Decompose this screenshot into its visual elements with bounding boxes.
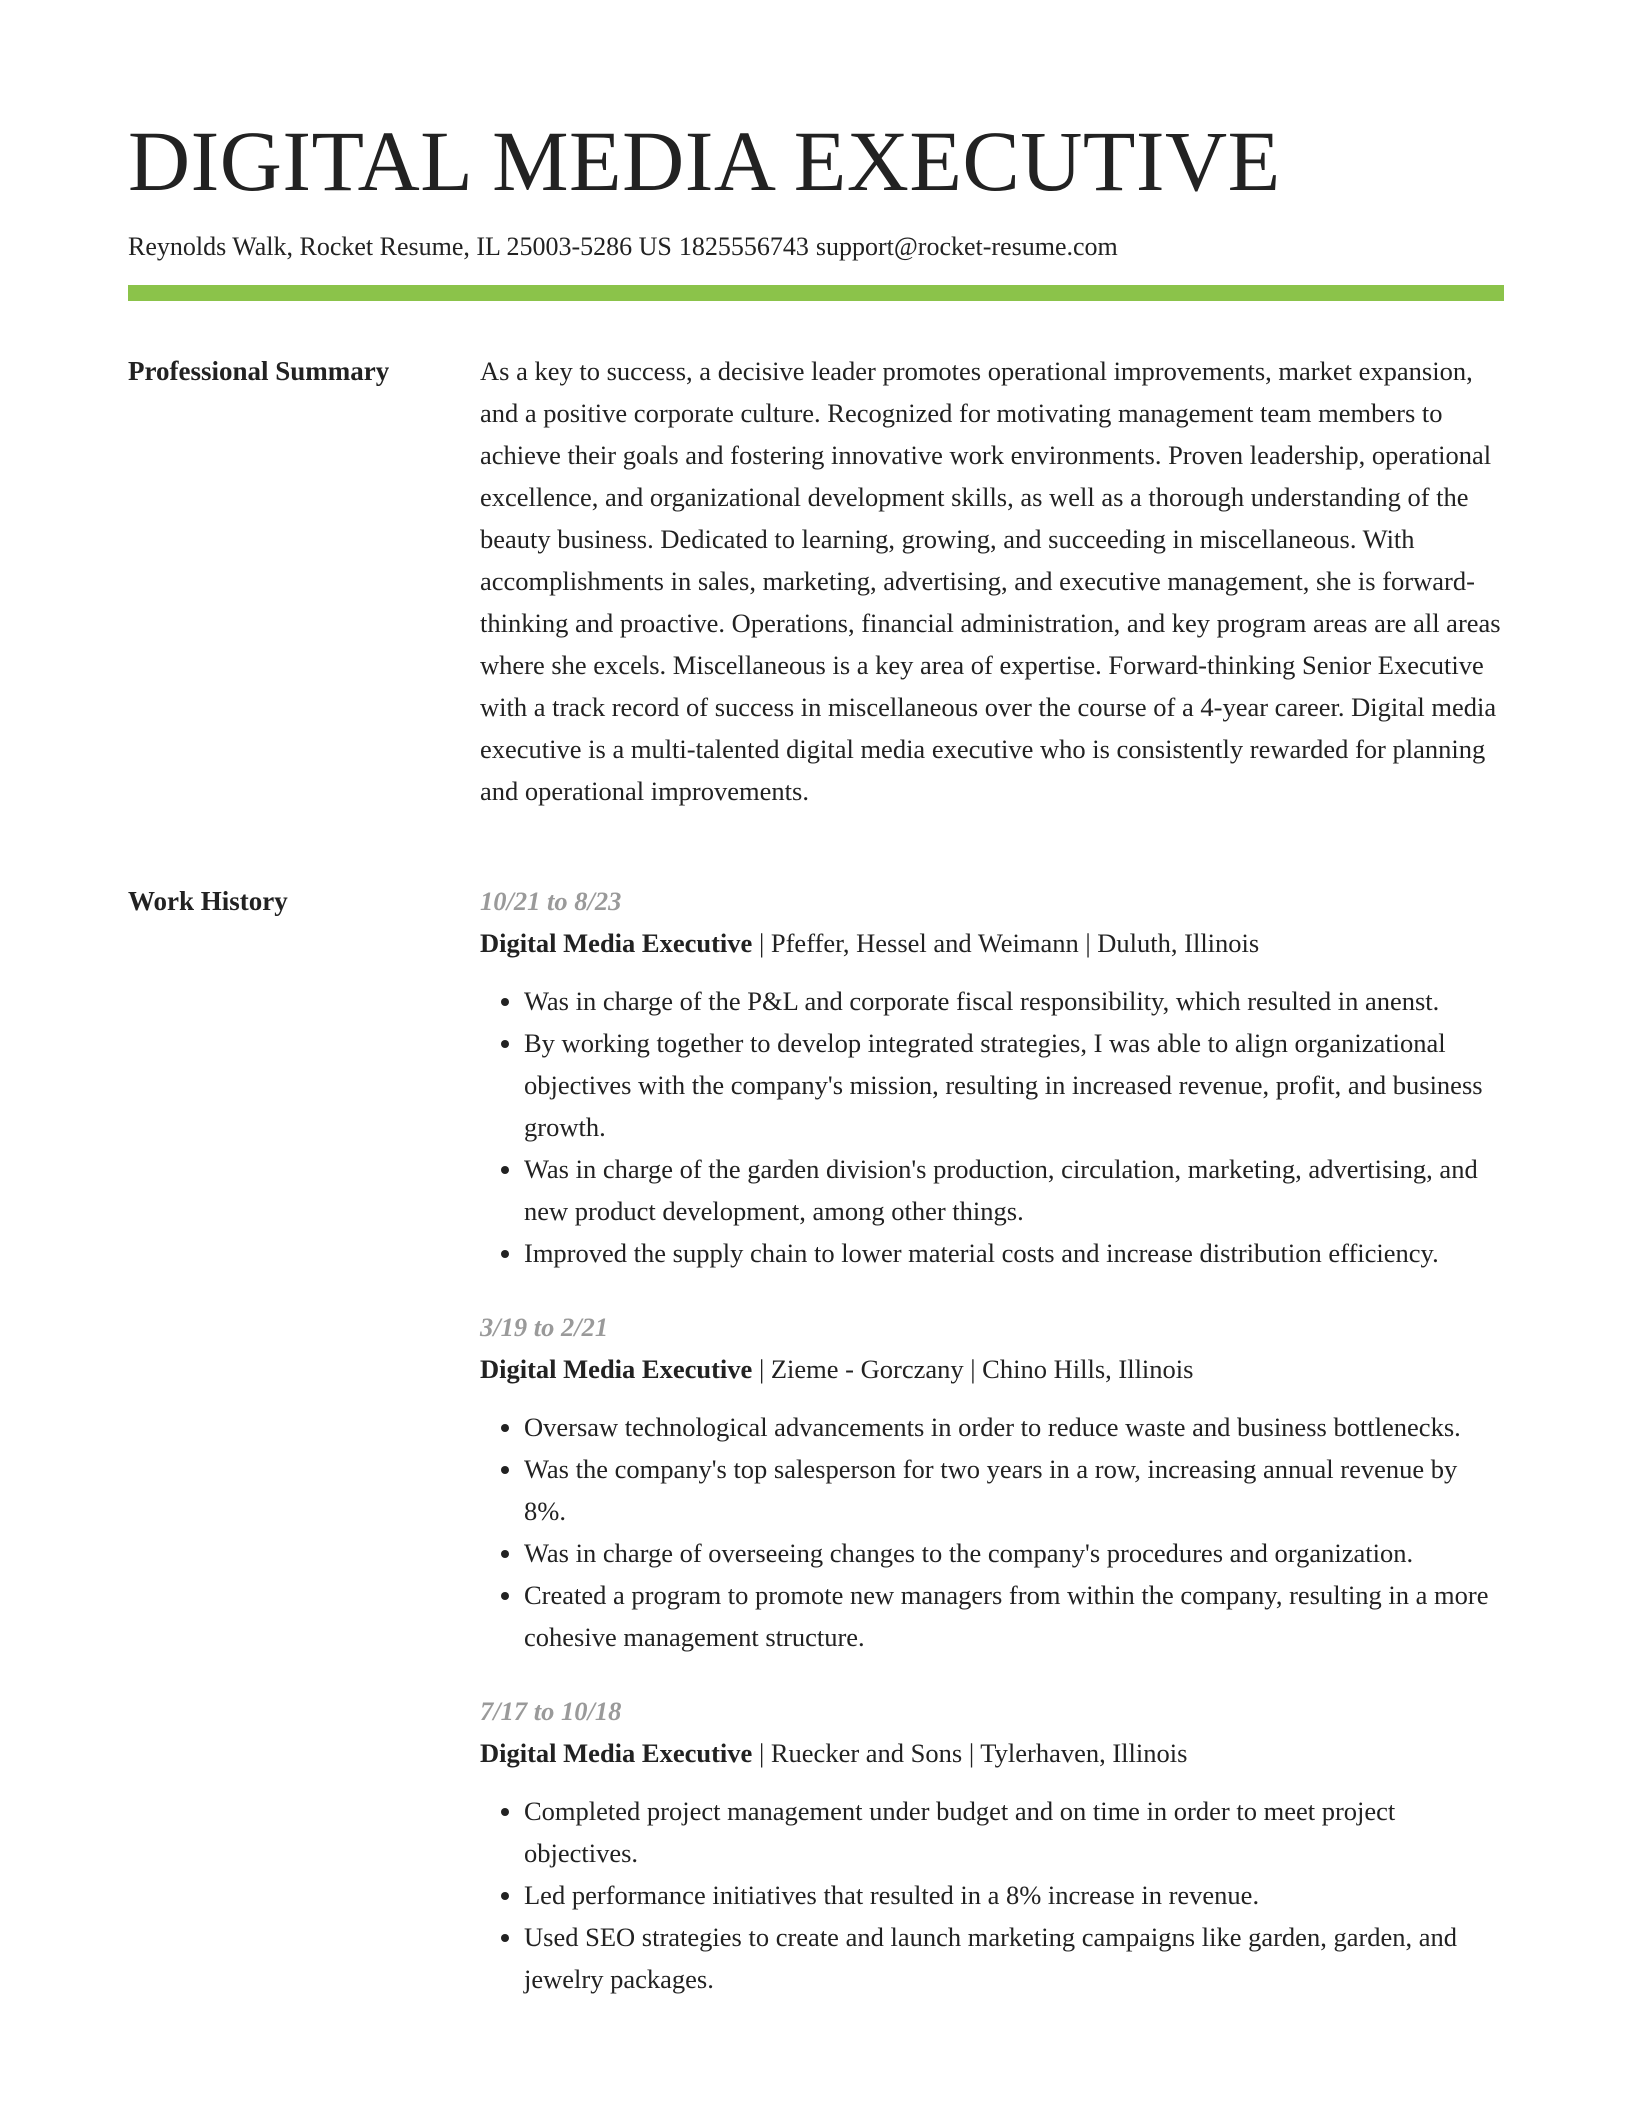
contact-line	[128, 230, 1118, 264]
job-bullet: • Used SEO strategies to create and launch marketing campaigns like garden, garden, and jewelry packages.	[524, 1916, 1504, 2000]
job-bullet: • Created a program to promote new managers from within the company, resulting in a more cohesive management structure.	[524, 1574, 1504, 1658]
job-details: | Pfeffer, Hessel and Weimann | Duluth, Illinois	[752, 928, 1260, 958]
job-bullet-list	[480, 980, 1504, 1274]
job-bullet: • Improved the supply chain to lower material costs and increase distribution efficiency.	[524, 1232, 1504, 1274]
summary-text: As a key to success, a decisive leader promotes operational improvements, market expansion, and a positive corporate culture. Recognized for motivating management team members to achieve their goals and fostering innovative work environments. Proven leadership, operational excellence, and organizational development skills, as well as a thorough understanding of the beauty business. Dedicated to learning, growing, and succeeding in miscellaneous. With accomplishments in sales, marketing, advertising, and executive management, she is forward-thinking and proactive. Operations, financial administration, and key program areas are all areas where she excels. Miscellaneous is a key area of expertise. Forward-thinking Senior Executive with a track record of success in miscellaneous over the course of a 4-year career. Digital media executive is a multi-talented digital media executive who is consistently rewarded for planning and operational improvements.	[480, 356, 1501, 806]
job-title: Digital Media Executive	[480, 1354, 753, 1384]
job-bullet: • Oversaw technological advancements in order to reduce waste and business bottlenecks.	[524, 1406, 1504, 1448]
work-history-body	[480, 880, 1504, 2032]
job-dates: 10/21 to 8/23	[480, 886, 622, 916]
job-entry	[480, 880, 1504, 1274]
job-bullet: • Was in charge of the garden division's production, circulation, marketing, advertising, and new product development, among other things.	[524, 1148, 1504, 1232]
job-bullet: • By working together to develop integrated strategies, I was able to align organizational objectives with the company's mission, resulting in increased revenue, profit, and business growth.	[524, 1022, 1504, 1148]
contact-phone: 1825556743	[678, 232, 809, 261]
job-title-line	[480, 1732, 1504, 1774]
job-title-line	[480, 922, 1504, 964]
job-entry	[480, 1306, 1504, 1658]
job-bullet: • Was in charge of the P&L and corporate fiscal responsibility, which resulted in anenst.	[524, 980, 1504, 1022]
job-details: | Ruecker and Sons | Tylerhaven, Illinois	[752, 1738, 1188, 1768]
job-bullet: • Was in charge of overseeing changes to the company's procedures and organization.	[524, 1532, 1504, 1574]
job-title-line	[480, 1348, 1504, 1390]
job-bullet: • Was the company's top salesperson for two years in a row, increasing annual revenue by 8%.	[524, 1448, 1504, 1532]
job-bullet-list	[480, 1406, 1504, 1658]
job-bullet: • Completed project management under budget and on time in order to meet project objectives.	[524, 1790, 1504, 1874]
job-entry	[480, 1690, 1504, 2000]
job-details: | Zieme - Gorczany | Chino Hills, Illinois	[752, 1354, 1194, 1384]
work-history-label: Work History	[128, 886, 288, 916]
job-title: Digital Media Executive	[480, 928, 753, 958]
job-title: Digital Media Executive	[480, 1738, 753, 1768]
summary-body	[480, 350, 1504, 812]
job-bullet-list	[480, 1790, 1504, 2000]
summary-label: Professional Summary	[128, 356, 390, 386]
job-bullet: • Led performance initiatives that resulted in a 8% increase in revenue.	[524, 1874, 1504, 1916]
header-accent-rule	[128, 285, 1504, 301]
job-dates: 3/19 to 2/21	[480, 1312, 609, 1342]
job-dates: 7/17 to 10/18	[480, 1696, 622, 1726]
contact-email: support@rocket-resume.com	[815, 232, 1118, 261]
contact-address: Reynolds Walk, Rocket Resume, IL 25003-5286 US	[128, 232, 672, 261]
resume-name: DIGITAL MEDIA EXECUTIVE	[128, 113, 1281, 209]
